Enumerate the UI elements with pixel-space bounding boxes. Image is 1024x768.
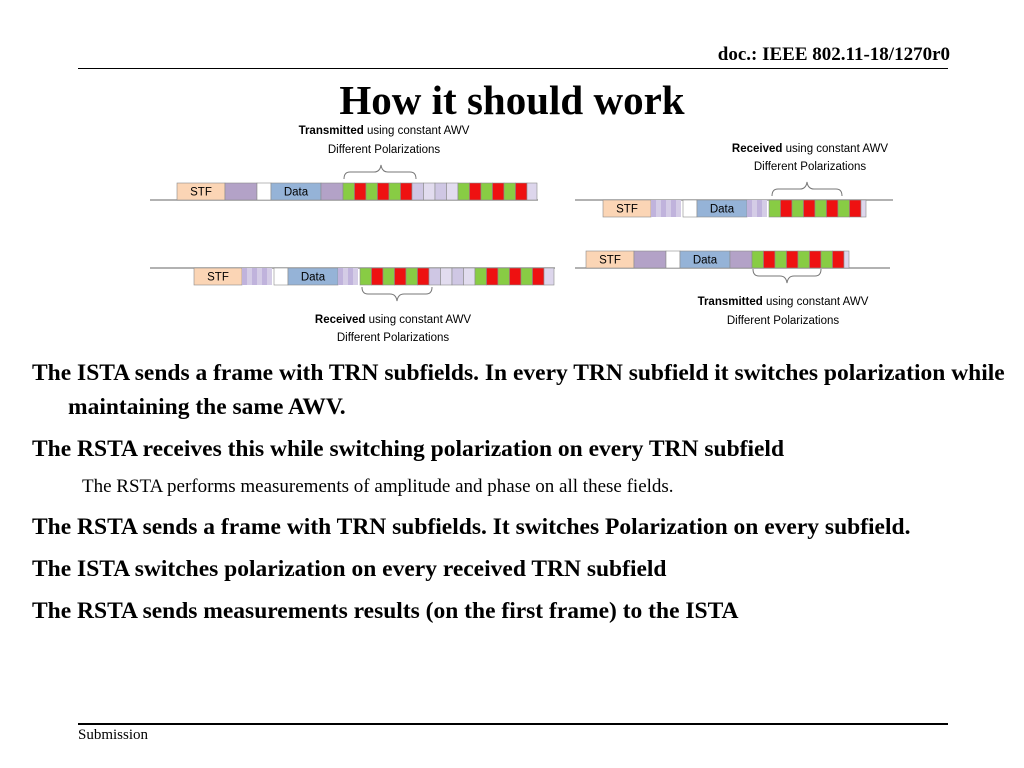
guard-stripe-tr xyxy=(661,200,666,217)
trn-subfield-tl xyxy=(343,183,355,200)
bullet-1: The ISTA sends a frame with TRN subfields. In every TRN subfield it switches polarization while maintaining the same AWV. xyxy=(32,360,1005,420)
trn-subfield-tl xyxy=(458,183,470,200)
trn-subfield-bl xyxy=(452,268,464,285)
trn-tail-br xyxy=(844,251,849,268)
guard2-block-br xyxy=(730,251,752,268)
guard-stripe-bl xyxy=(252,268,257,285)
bullet-2: The RSTA receives this while switching polarization on every TRN subfield xyxy=(32,436,785,462)
trn-subfield-tr xyxy=(804,200,816,217)
trn-subfield-bl xyxy=(521,268,533,285)
guard-stripe-bl xyxy=(257,268,262,285)
trn-subfield-bl xyxy=(487,268,499,285)
trn-subfield-tr xyxy=(769,200,781,217)
footer-submission: Submission xyxy=(78,727,149,743)
guard-stripe-bl xyxy=(267,268,272,285)
gap-block-br xyxy=(666,251,680,268)
guard2-stripe-bl xyxy=(348,268,353,285)
sub-bullet-1: The RSTA performs measurements of amplitude and phase on all these fields. xyxy=(82,476,674,497)
trn-subfield-bl xyxy=(395,268,407,285)
trn-subfield-br xyxy=(833,251,845,268)
trn-subfield-tl xyxy=(481,183,493,200)
trn-subfield-tl xyxy=(447,183,459,200)
trn-subfield-tl xyxy=(424,183,436,200)
caption-bottom-left-sub: Different Polarizations xyxy=(336,332,450,344)
trn-subfield-tl xyxy=(493,183,505,200)
guard-stripe-tr xyxy=(666,200,671,217)
trn-subfield-tl xyxy=(355,183,367,200)
guard2-stripe-tr xyxy=(757,200,762,217)
trn-subfield-tr xyxy=(850,200,862,217)
trn-subfield-tr xyxy=(792,200,804,217)
guard-block-tl xyxy=(225,183,257,200)
bullet-3: The RSTA sends a frame with TRN subfields. It switches Polarization on every subfield. xyxy=(32,514,911,540)
stf-label-tl: STF xyxy=(190,186,212,199)
gap-block-tl xyxy=(257,183,271,200)
stf-label-bl: STF xyxy=(207,271,229,284)
trn-subfield-tl xyxy=(378,183,390,200)
trn-subfield-tr xyxy=(827,200,839,217)
brace-top-left xyxy=(344,165,416,179)
brace-bottom-right xyxy=(753,269,821,283)
trn-subfield-tr xyxy=(815,200,827,217)
trn-subfield-bl xyxy=(429,268,441,285)
trn-tail-tl xyxy=(527,183,537,200)
trn-subfield-bl xyxy=(360,268,372,285)
trn-subfield-tl xyxy=(389,183,401,200)
guard-stripe-bl xyxy=(262,268,267,285)
caption-bottom-right: Transmitted using constant AWV xyxy=(697,296,869,308)
caption-bottom-right-sub: Different Polarizations xyxy=(726,315,840,327)
trn-subfield-tl xyxy=(504,183,516,200)
bullet-5: The RSTA sends measurements results (on the first frame) to the ISTA xyxy=(32,598,739,624)
gap-block-tr xyxy=(683,200,697,217)
gap-block-bl xyxy=(274,268,288,285)
trn-subfield-bl xyxy=(418,268,430,285)
guard-stripe-tr xyxy=(676,200,681,217)
guard2-stripe-tr xyxy=(752,200,757,217)
data-label-bl: Data xyxy=(300,271,326,284)
header-rule xyxy=(78,68,948,69)
guard-stripe-tr xyxy=(656,200,661,217)
trn-subfield-bl xyxy=(372,268,384,285)
trn-subfield-bl xyxy=(464,268,476,285)
trn-subfield-br xyxy=(798,251,810,268)
brace-bottom-left xyxy=(362,287,432,301)
trn-subfield-bl xyxy=(498,268,510,285)
trn-subfield-br xyxy=(787,251,799,268)
trn-subfield-bl xyxy=(406,268,418,285)
guard-stripe-tr xyxy=(671,200,676,217)
guard2-block-tl xyxy=(321,183,343,200)
document-id: doc.: IEEE 802.11-18/1270r0 xyxy=(717,44,950,65)
trn-subfield-tl xyxy=(435,183,447,200)
guard2-stripe-bl xyxy=(343,268,348,285)
trn-subfield-tr xyxy=(781,200,793,217)
trn-subfield-tl xyxy=(412,183,424,200)
frames-group xyxy=(177,183,866,285)
trn-subfield-tl xyxy=(516,183,528,200)
guard-stripe-bl xyxy=(242,268,247,285)
trn-subfield-tl xyxy=(401,183,413,200)
frame-diagram xyxy=(0,120,1024,350)
trn-subfield-br xyxy=(752,251,764,268)
trn-subfield-bl xyxy=(510,268,522,285)
slide-title: How it should work xyxy=(339,77,685,123)
trn-subfield-tl xyxy=(366,183,378,200)
trn-subfield-br xyxy=(810,251,822,268)
trn-subfield-bl xyxy=(383,268,395,285)
guard2-stripe-bl xyxy=(353,268,358,285)
guard2-stripe-tr xyxy=(762,200,767,217)
trn-tail-bl xyxy=(544,268,554,285)
trn-subfield-bl xyxy=(475,268,487,285)
trn-subfield-bl xyxy=(441,268,453,285)
trn-tail-tr xyxy=(861,200,866,217)
trn-subfield-br xyxy=(821,251,833,268)
stf-label-tr: STF xyxy=(616,203,638,216)
trn-subfield-tl xyxy=(470,183,482,200)
caption-top-right: Received using constant AWV xyxy=(731,143,889,155)
bullet-4: The ISTA switches polarization on every received TRN subfield xyxy=(32,556,667,582)
data-label-br: Data xyxy=(692,254,718,267)
data-label-tl: Data xyxy=(283,186,309,199)
trn-subfield-tr xyxy=(838,200,850,217)
guard2-stripe-bl xyxy=(338,268,343,285)
data-label-tr: Data xyxy=(709,203,735,216)
trn-subfield-bl xyxy=(533,268,545,285)
footer-rule xyxy=(78,723,948,725)
guard-block-br xyxy=(634,251,666,268)
caption-bottom-left: Received using constant AWV xyxy=(314,314,472,326)
guard-stripe-bl xyxy=(247,268,252,285)
guard-stripe-tr xyxy=(651,200,656,217)
bullet-list xyxy=(32,356,1007,636)
brace-top-right xyxy=(772,182,842,196)
caption-top-left-sub: Different Polarizations xyxy=(327,144,441,156)
trn-subfield-br xyxy=(775,251,787,268)
trn-subfield-br xyxy=(764,251,776,268)
guard2-stripe-tr xyxy=(747,200,752,217)
stf-label-br: STF xyxy=(599,254,621,267)
caption-top-left: Transmitted using constant AWV xyxy=(298,125,470,137)
caption-top-right-sub: Different Polarizations xyxy=(753,161,867,173)
